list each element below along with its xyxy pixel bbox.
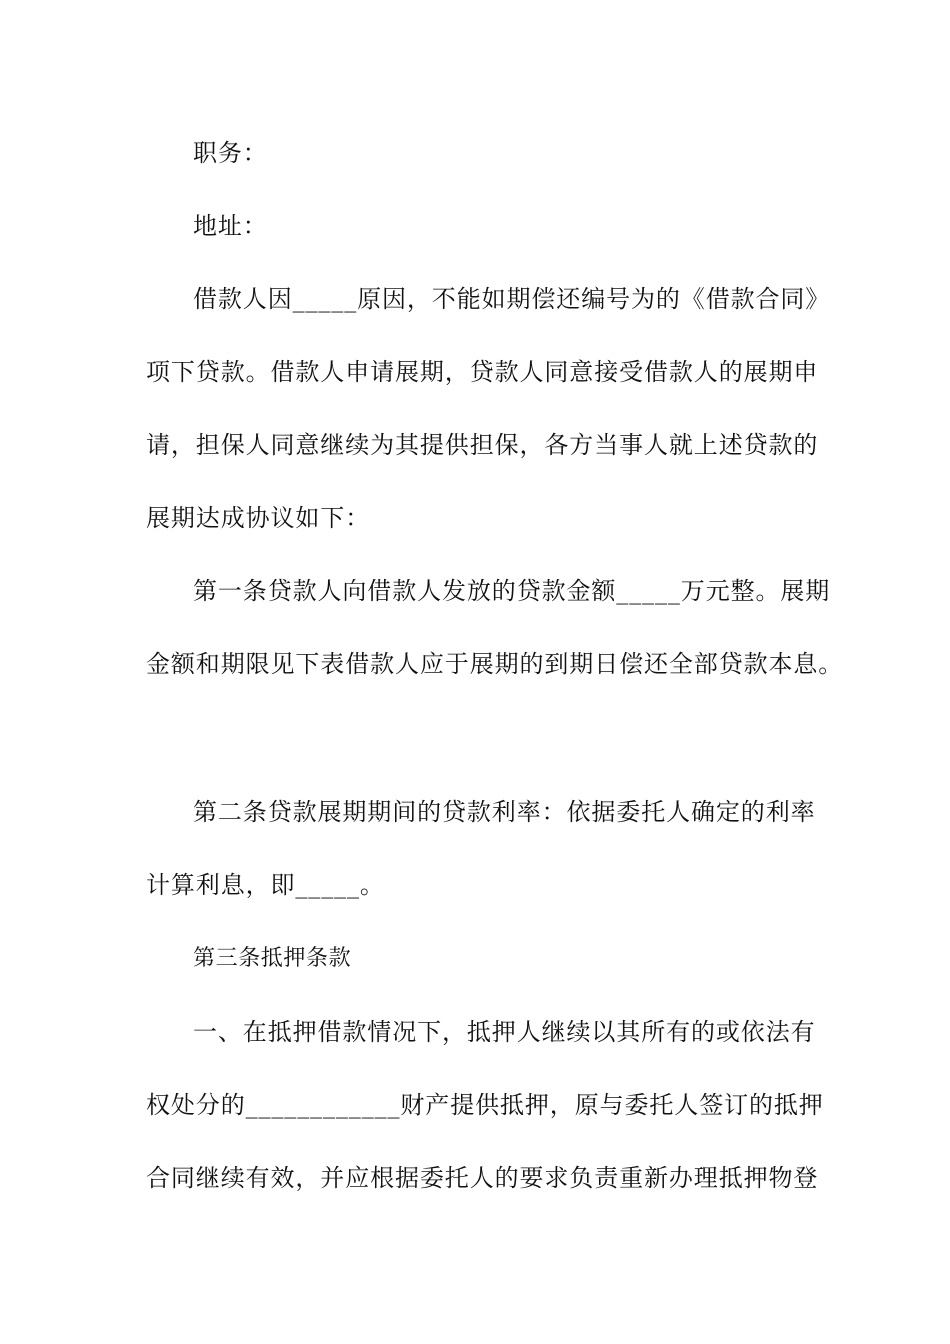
article-one-line: 第一条贷款人向借款人发放的贷款金额_____万元整。展期 xyxy=(193,577,831,605)
article-three-heading: 第三条抵押条款 xyxy=(193,946,352,971)
paragraph-line: 请，担保人同意继续为其提供担保，各方当事人就上述贷款的 xyxy=(146,431,819,459)
article-two-line: 第二条贷款展期期间的贷款利率：依据委托人确定的利率 xyxy=(193,798,816,826)
article-three-line: 一、在抵押借款情况下，抵押人继续以其所有的或依法有 xyxy=(193,1018,816,1046)
paragraph-line: 借款人因_____原因，不能如期偿还编号为的《借款合同》 xyxy=(193,285,831,313)
position-field-label: 职务： xyxy=(193,139,268,167)
paragraph-line: 展期达成协议如下： xyxy=(146,504,371,532)
article-three-line: 权处分的____________财产提供抵押，原与委托人签订的抵押 xyxy=(146,1091,824,1119)
article-three-line: 合同继续有效，并应根据委托人的要求负责重新办理抵押物登 xyxy=(146,1164,819,1192)
article-one-line: 金额和期限见下表借款人应于展期的到期日偿还全部贷款本息。 xyxy=(146,650,844,678)
article-two-line: 计算利息，即_____。 xyxy=(146,871,385,899)
paragraph-line: 项下贷款。借款人申请展期，贷款人同意接受借款人的展期申 xyxy=(146,358,819,386)
address-field-label: 地址： xyxy=(193,212,268,240)
